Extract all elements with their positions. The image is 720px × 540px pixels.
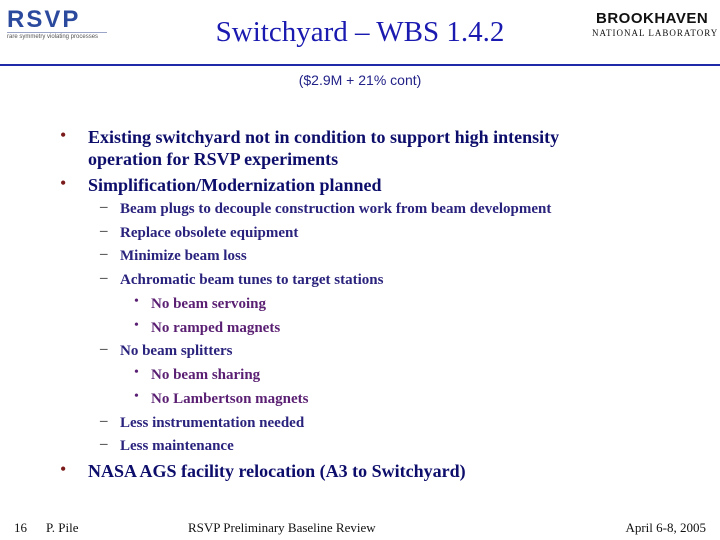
dash-icon: –	[100, 413, 108, 429]
dash-icon: –	[100, 246, 108, 262]
bullet-1	[88, 126, 688, 170]
sub-item-6: Less instrumentation needed	[120, 415, 305, 431]
dash-icon: –	[100, 270, 108, 286]
sub-item-4: Achromatic beam tunes to target stations	[120, 272, 384, 288]
rsvp-logo-text: RSVP	[7, 6, 81, 33]
title-divider	[0, 64, 720, 66]
dash-icon: –	[100, 223, 108, 239]
dash-icon: –	[100, 436, 108, 452]
bullet-1-line2: operation for RSVP experiments	[88, 149, 339, 169]
footer-event: RSVP Preliminary Baseline Review	[188, 520, 376, 535]
footer-author: P. Pile	[46, 520, 79, 535]
sub-bullet-icon: •	[134, 318, 139, 333]
sub-bullet-icon: •	[134, 294, 139, 309]
sub-item-3: Minimize beam loss	[120, 248, 247, 264]
bullet-1-line1: Existing switchyard not in condition to support high intensity	[88, 127, 560, 147]
slide-title: Switchyard – WBS 1.4.2	[215, 16, 505, 48]
footer-date: April 6-8, 2005	[625, 520, 706, 535]
sub-item-1: Beam plugs to decouple construction work from beam development	[120, 201, 552, 217]
slide-subtitle: ($2.9M + 21% cont)	[298, 72, 422, 88]
dash-icon: –	[100, 199, 108, 215]
dash-icon: –	[100, 341, 108, 357]
sub-sub-item-1: No beam servoing	[151, 296, 266, 312]
bullet-3: NASA AGS facility relocation (A3 to Switchyard)	[88, 461, 466, 481]
bullet-icon: •	[60, 173, 67, 193]
brookhaven-logo-tagline: NATIONAL LABORATORY	[592, 28, 719, 38]
page-number: 16	[14, 520, 27, 535]
brookhaven-logo-text: BROOKHAVEN	[596, 10, 709, 27]
sub-sub-item-4: No Lambertson magnets	[151, 391, 309, 407]
sub-bullet-icon: •	[134, 389, 139, 404]
bullet-2: Simplification/Modernization planned	[88, 175, 382, 195]
sub-item-5: No beam splitters	[120, 343, 233, 359]
sub-sub-item-3: No beam sharing	[151, 367, 261, 383]
bullet-icon: •	[60, 459, 67, 479]
sub-item-2: Replace obsolete equipment	[120, 225, 299, 241]
brookhaven-logo	[592, 8, 719, 42]
sub-sub-item-2: No ramped magnets	[151, 320, 281, 336]
sub-item-7: Less maintenance	[120, 438, 234, 454]
rsvp-logo-tagline: rare symmetry violating processes	[7, 34, 99, 40]
sub-bullet-icon: •	[134, 365, 139, 380]
bullet-icon: •	[60, 125, 67, 145]
